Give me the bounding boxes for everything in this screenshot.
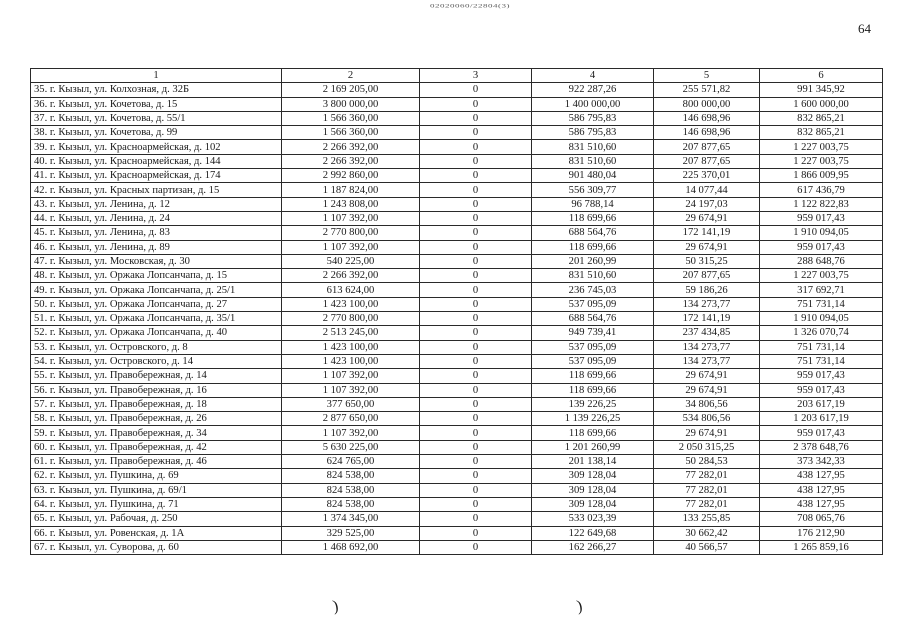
local-budget-cell: 77 282,01 (654, 483, 760, 497)
budget-cell: 201 260,99 (532, 254, 654, 268)
total-cost-cell: 1 423 100,00 (282, 354, 420, 368)
column-header: 1 (31, 69, 282, 83)
fund-cell: 0 (420, 154, 532, 168)
total-cost-cell: 824 538,00 (282, 497, 420, 511)
fund-cell: 0 (420, 440, 532, 454)
owners-cell: 959 017,43 (760, 369, 883, 383)
local-budget-cell: 29 674,91 (654, 211, 760, 225)
local-budget-cell: 29 674,91 (654, 426, 760, 440)
local-budget-cell: 40 566,57 (654, 540, 760, 554)
owners-cell: 832 865,21 (760, 126, 883, 140)
owners-cell: 1 122 822,83 (760, 197, 883, 211)
budget-cell: 688 564,76 (532, 226, 654, 240)
local-budget-cell: 30 662,42 (654, 526, 760, 540)
owners-cell: 991 345,92 (760, 83, 883, 97)
fund-cell: 0 (420, 326, 532, 340)
address-cell: 42. г. Кызыл, ул. Красных партизан, д. 15 (31, 183, 282, 197)
owners-cell: 1 265 859,16 (760, 540, 883, 554)
table-row (31, 383, 883, 397)
table-row (31, 469, 883, 483)
column-header: 4 (532, 69, 654, 83)
total-cost-cell: 377 650,00 (282, 397, 420, 411)
table-row (31, 269, 883, 283)
fund-cell: 0 (420, 340, 532, 354)
budget-cell: 831 510,60 (532, 140, 654, 154)
budget-cell: 96 788,14 (532, 197, 654, 211)
column-number-row (31, 69, 883, 83)
address-cell: 63. г. Кызыл, ул. Пушкина, д. 69/1 (31, 483, 282, 497)
owners-cell: 617 436,79 (760, 183, 883, 197)
local-budget-cell: 255 571,82 (654, 83, 760, 97)
table-row (31, 154, 883, 168)
local-budget-cell: 14 077,44 (654, 183, 760, 197)
owners-cell: 176 212,90 (760, 526, 883, 540)
owners-cell: 1 227 003,75 (760, 269, 883, 283)
address-cell: 41. г. Кызыл, ул. Красноармейская, д. 174 (31, 169, 282, 183)
table-row (31, 140, 883, 154)
registry-table (30, 68, 883, 555)
owners-cell: 751 731,14 (760, 354, 883, 368)
total-cost-cell: 2 513 245,00 (282, 326, 420, 340)
fund-cell: 0 (420, 383, 532, 397)
local-budget-cell: 34 806,56 (654, 397, 760, 411)
table-row (31, 354, 883, 368)
total-cost-cell: 824 538,00 (282, 483, 420, 497)
table-row (31, 369, 883, 383)
local-budget-cell: 172 141,19 (654, 226, 760, 240)
page-number: 64 (858, 21, 871, 36)
fund-cell: 0 (420, 455, 532, 469)
table-body (31, 69, 883, 555)
total-cost-cell: 2 770 800,00 (282, 226, 420, 240)
total-cost-cell: 2 266 392,00 (282, 154, 420, 168)
address-cell: 57. г. Кызыл, ул. Правобережная, д. 18 (31, 397, 282, 411)
local-budget-cell: 134 273,77 (654, 354, 760, 368)
address-cell: 48. г. Кызыл, ул. Оржака Лопсанчапа, д. 15 (31, 269, 282, 283)
owners-cell: 1 326 070,74 (760, 326, 883, 340)
address-cell: 45. г. Кызыл, ул. Ленина, д. 83 (31, 226, 282, 240)
total-cost-cell: 1 374 345,00 (282, 512, 420, 526)
local-budget-cell: 133 255,85 (654, 512, 760, 526)
address-cell: 50. г. Кызыл, ул. Оржака Лопсанчапа, д. 27 (31, 297, 282, 311)
fund-cell: 0 (420, 211, 532, 225)
total-cost-cell: 540 225,00 (282, 254, 420, 268)
table-row (31, 526, 883, 540)
address-cell: 47. г. Кызыл, ул. Московская, д. 30 (31, 254, 282, 268)
local-budget-cell: 225 370,01 (654, 169, 760, 183)
owners-cell: 2 378 648,76 (760, 440, 883, 454)
table-row (31, 326, 883, 340)
local-budget-cell: 172 141,19 (654, 312, 760, 326)
local-budget-cell: 50 315,25 (654, 254, 760, 268)
owners-cell: 1 227 003,75 (760, 140, 883, 154)
fund-cell: 0 (420, 526, 532, 540)
address-cell: 62. г. Кызыл, ул. Пушкина, д. 69 (31, 469, 282, 483)
owners-cell: 438 127,95 (760, 469, 883, 483)
budget-cell: 688 564,76 (532, 312, 654, 326)
column-header: 5 (654, 69, 760, 83)
local-budget-cell: 207 877,65 (654, 140, 760, 154)
total-cost-cell: 1 107 392,00 (282, 383, 420, 397)
owners-cell: 1 910 094,05 (760, 226, 883, 240)
local-budget-cell: 59 186,26 (654, 283, 760, 297)
address-cell: 44. г. Кызыл, ул. Ленина, д. 24 (31, 211, 282, 225)
fund-cell: 0 (420, 512, 532, 526)
table-row (31, 297, 883, 311)
owners-cell: 1 600 000,00 (760, 97, 883, 111)
fund-cell: 0 (420, 354, 532, 368)
table-row (31, 126, 883, 140)
table-row (31, 240, 883, 254)
owners-cell: 959 017,43 (760, 211, 883, 225)
total-cost-cell: 613 624,00 (282, 283, 420, 297)
fund-cell: 0 (420, 140, 532, 154)
local-budget-cell: 134 273,77 (654, 340, 760, 354)
local-budget-cell: 146 698,96 (654, 126, 760, 140)
handwritten-mark: ) (575, 597, 584, 616)
address-cell: 35. г. Кызыл, ул. Колхозная, д. 32Б (31, 83, 282, 97)
table-row (31, 97, 883, 111)
table-row (31, 497, 883, 511)
total-cost-cell: 824 538,00 (282, 469, 420, 483)
fund-cell: 0 (420, 197, 532, 211)
budget-cell: 118 699,66 (532, 383, 654, 397)
total-cost-cell: 2 877 650,00 (282, 412, 420, 426)
table-row (31, 183, 883, 197)
fund-cell: 0 (420, 111, 532, 125)
local-budget-cell: 134 273,77 (654, 297, 760, 311)
local-budget-cell: 237 434,85 (654, 326, 760, 340)
fund-cell: 0 (420, 397, 532, 411)
handwritten-mark: ) (331, 597, 340, 616)
fund-cell: 0 (420, 283, 532, 297)
fund-cell: 0 (420, 483, 532, 497)
address-cell: 37. г. Кызыл, ул. Кочетова, д. 55/1 (31, 111, 282, 125)
local-budget-cell: 800 000,00 (654, 97, 760, 111)
column-header: 2 (282, 69, 420, 83)
owners-cell: 751 731,14 (760, 340, 883, 354)
address-cell: 61. г. Кызыл, ул. Правобережная, д. 46 (31, 455, 282, 469)
budget-cell: 118 699,66 (532, 211, 654, 225)
owners-cell: 1 866 009,95 (760, 169, 883, 183)
address-cell: 58. г. Кызыл, ул. Правобережная, д. 26 (31, 412, 282, 426)
address-cell: 36. г. Кызыл, ул. Кочетова, д. 15 (31, 97, 282, 111)
address-cell: 40. г. Кызыл, ул. Красноармейская, д. 144 (31, 154, 282, 168)
total-cost-cell: 2 992 860,00 (282, 169, 420, 183)
owners-cell: 203 617,19 (760, 397, 883, 411)
local-budget-cell: 2 050 315,25 (654, 440, 760, 454)
budget-cell: 118 699,66 (532, 240, 654, 254)
total-cost-cell: 1 107 392,00 (282, 211, 420, 225)
table-row (31, 211, 883, 225)
table-row (31, 426, 883, 440)
owners-cell: 1 203 617,19 (760, 412, 883, 426)
table-row (31, 455, 883, 469)
address-cell: 59. г. Кызыл, ул. Правобережная, д. 34 (31, 426, 282, 440)
fund-cell: 0 (420, 297, 532, 311)
budget-cell: 533 023,39 (532, 512, 654, 526)
total-cost-cell: 1 187 824,00 (282, 183, 420, 197)
total-cost-cell: 1 423 100,00 (282, 340, 420, 354)
fund-cell: 0 (420, 412, 532, 426)
budget-cell: 537 095,09 (532, 297, 654, 311)
table-row (31, 340, 883, 354)
local-budget-cell: 77 282,01 (654, 469, 760, 483)
table-row (31, 312, 883, 326)
fund-cell: 0 (420, 269, 532, 283)
table-row (31, 540, 883, 554)
budget-cell: 901 480,04 (532, 169, 654, 183)
owners-cell: 288 648,76 (760, 254, 883, 268)
local-budget-cell: 534 806,56 (654, 412, 760, 426)
total-cost-cell: 1 566 360,00 (282, 111, 420, 125)
budget-cell: 537 095,09 (532, 354, 654, 368)
fund-cell: 0 (420, 126, 532, 140)
document-code: 02020060/22804(3) (430, 3, 510, 9)
fund-cell: 0 (420, 497, 532, 511)
table-row (31, 83, 883, 97)
fund-cell: 0 (420, 369, 532, 383)
fund-cell: 0 (420, 540, 532, 554)
table-row (31, 283, 883, 297)
owners-cell: 438 127,95 (760, 497, 883, 511)
fund-cell: 0 (420, 226, 532, 240)
owners-cell: 317 692,71 (760, 283, 883, 297)
owners-cell: 708 065,76 (760, 512, 883, 526)
table-row (31, 397, 883, 411)
total-cost-cell: 1 566 360,00 (282, 126, 420, 140)
fund-cell: 0 (420, 254, 532, 268)
total-cost-cell: 2 266 392,00 (282, 269, 420, 283)
address-cell: 65. г. Кызыл, ул. Рабочая, д. 250 (31, 512, 282, 526)
local-budget-cell: 50 284,53 (654, 455, 760, 469)
budget-cell: 586 795,83 (532, 111, 654, 125)
budget-cell: 1 139 226,25 (532, 412, 654, 426)
address-cell: 67. г. Кызыл, ул. Суворова, д. 60 (31, 540, 282, 554)
column-header: 3 (420, 69, 532, 83)
address-cell: 54. г. Кызыл, ул. Островского, д. 14 (31, 354, 282, 368)
address-cell: 43. г. Кызыл, ул. Ленина, д. 12 (31, 197, 282, 211)
budget-cell: 139 226,25 (532, 397, 654, 411)
budget-cell: 537 095,09 (532, 340, 654, 354)
budget-cell: 118 699,66 (532, 369, 654, 383)
total-cost-cell: 5 630 225,00 (282, 440, 420, 454)
budget-cell: 122 649,68 (532, 526, 654, 540)
budget-cell: 201 138,14 (532, 455, 654, 469)
owners-cell: 832 865,21 (760, 111, 883, 125)
budget-cell: 236 745,03 (532, 283, 654, 297)
local-budget-cell: 207 877,65 (654, 269, 760, 283)
fund-cell: 0 (420, 469, 532, 483)
owners-cell: 438 127,95 (760, 483, 883, 497)
total-cost-cell: 1 107 392,00 (282, 426, 420, 440)
local-budget-cell: 29 674,91 (654, 369, 760, 383)
address-cell: 49. г. Кызыл, ул. Оржака Лопсанчапа, д. 25/1 (31, 283, 282, 297)
table-row (31, 197, 883, 211)
local-budget-cell: 146 698,96 (654, 111, 760, 125)
fund-cell: 0 (420, 169, 532, 183)
table-row (31, 111, 883, 125)
table-row (31, 440, 883, 454)
table-row (31, 483, 883, 497)
owners-cell: 959 017,43 (760, 426, 883, 440)
total-cost-cell: 3 800 000,00 (282, 97, 420, 111)
local-budget-cell: 207 877,65 (654, 154, 760, 168)
budget-cell: 309 128,04 (532, 483, 654, 497)
address-cell: 53. г. Кызыл, ул. Островского, д. 8 (31, 340, 282, 354)
fund-cell: 0 (420, 83, 532, 97)
budget-cell: 831 510,60 (532, 154, 654, 168)
total-cost-cell: 624 765,00 (282, 455, 420, 469)
local-budget-cell: 77 282,01 (654, 497, 760, 511)
table-row (31, 254, 883, 268)
budget-cell: 309 128,04 (532, 497, 654, 511)
table-row (31, 412, 883, 426)
local-budget-cell: 29 674,91 (654, 383, 760, 397)
budget-cell: 949 739,41 (532, 326, 654, 340)
total-cost-cell: 2 770 800,00 (282, 312, 420, 326)
owners-cell: 1 910 094,05 (760, 312, 883, 326)
address-cell: 39. г. Кызыл, ул. Красноармейская, д. 102 (31, 140, 282, 154)
fund-cell: 0 (420, 183, 532, 197)
address-cell: 38. г. Кызыл, ул. Кочетова, д. 99 (31, 126, 282, 140)
table-row (31, 512, 883, 526)
table-row (31, 169, 883, 183)
budget-cell: 118 699,66 (532, 426, 654, 440)
address-cell: 64. г. Кызыл, ул. Пушкина, д. 71 (31, 497, 282, 511)
budget-cell: 586 795,83 (532, 126, 654, 140)
total-cost-cell: 1 107 392,00 (282, 369, 420, 383)
budget-cell: 1 400 000,00 (532, 97, 654, 111)
budget-cell: 922 287,26 (532, 83, 654, 97)
address-cell: 66. г. Кызыл, ул. Ровенская, д. 1А (31, 526, 282, 540)
total-cost-cell: 1 423 100,00 (282, 297, 420, 311)
fund-cell: 0 (420, 240, 532, 254)
address-cell: 60. г. Кызыл, ул. Правобережная, д. 42 (31, 440, 282, 454)
total-cost-cell: 1 468 692,00 (282, 540, 420, 554)
fund-cell: 0 (420, 312, 532, 326)
budget-cell: 556 309,77 (532, 183, 654, 197)
address-cell: 52. г. Кызыл, ул. Оржака Лопсанчапа, д. 40 (31, 326, 282, 340)
fund-cell: 0 (420, 426, 532, 440)
owners-cell: 373 342,33 (760, 455, 883, 469)
owners-cell: 959 017,43 (760, 383, 883, 397)
owners-cell: 959 017,43 (760, 240, 883, 254)
budget-cell: 1 201 260,99 (532, 440, 654, 454)
owners-cell: 751 731,14 (760, 297, 883, 311)
address-cell: 56. г. Кызыл, ул. Правобережная, д. 16 (31, 383, 282, 397)
budget-cell: 309 128,04 (532, 469, 654, 483)
address-cell: 51. г. Кызыл, ул. Оржака Лопсанчапа, д. 35/1 (31, 312, 282, 326)
column-header: 6 (760, 69, 883, 83)
budget-cell: 162 266,27 (532, 540, 654, 554)
fund-cell: 0 (420, 97, 532, 111)
total-cost-cell: 329 525,00 (282, 526, 420, 540)
total-cost-cell: 2 169 205,00 (282, 83, 420, 97)
local-budget-cell: 29 674,91 (654, 240, 760, 254)
local-budget-cell: 24 197,03 (654, 197, 760, 211)
address-cell: 46. г. Кызыл, ул. Ленина, д. 89 (31, 240, 282, 254)
budget-cell: 831 510,60 (532, 269, 654, 283)
total-cost-cell: 1 107 392,00 (282, 240, 420, 254)
owners-cell: 1 227 003,75 (760, 154, 883, 168)
total-cost-cell: 1 243 808,00 (282, 197, 420, 211)
address-cell: 55. г. Кызыл, ул. Правобережная, д. 14 (31, 369, 282, 383)
table-row (31, 226, 883, 240)
total-cost-cell: 2 266 392,00 (282, 140, 420, 154)
